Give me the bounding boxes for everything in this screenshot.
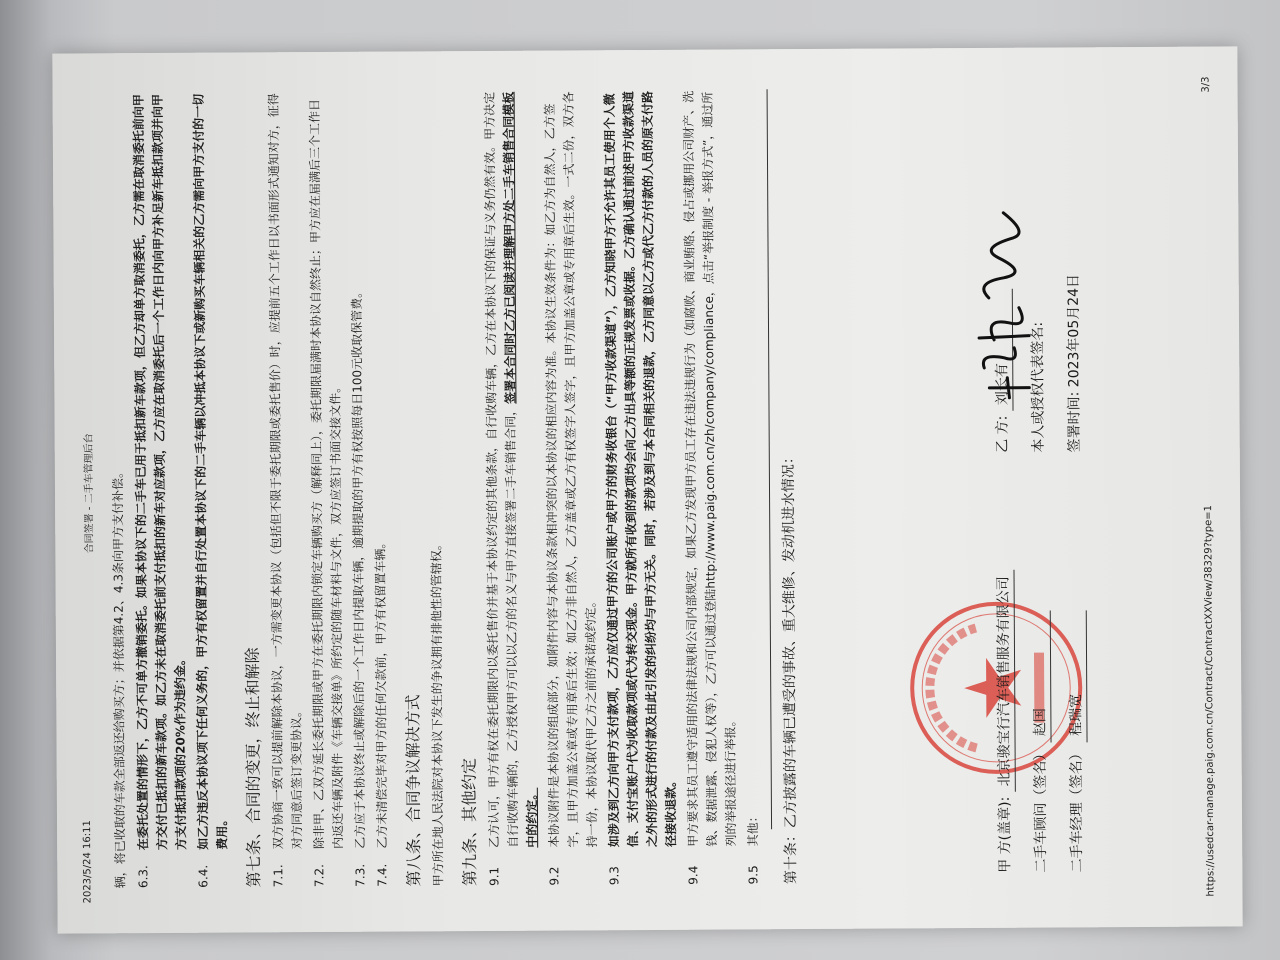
party-a-label: 甲 方(盖章): bbox=[996, 796, 1014, 873]
clause-9-4 bbox=[680, 89, 742, 884]
clause-number: 7.1. bbox=[271, 864, 286, 888]
clause-9-1 bbox=[481, 91, 543, 886]
date-row bbox=[1056, 274, 1093, 453]
rep-label: 本人或授权代表签名: bbox=[1029, 321, 1047, 453]
clause-text bbox=[481, 91, 543, 848]
clause-text: 除非甲、乙双方延长委托期限或甲方在委托期限内锁定车辆购买方（解释同上），委托期限届满时本协议自然终止；甲方应在届满后三个工作日内返还车辆及附件《车辆交接单》所约定的随车材料与文件，双方应签订书面交接文件。 bbox=[307, 98, 346, 850]
advisor-name: 赵国 bbox=[1030, 610, 1052, 742]
clause-text: 乙方应于本协议终止或解除后的一个工作日内提取车辆，逾期提取的甲方有权按照每日100元收取保管费。 bbox=[349, 285, 368, 849]
print-footer bbox=[1200, 76, 1217, 897]
rotated-document bbox=[52, 46, 1242, 933]
clause-text: 双方协商一致可以提前解除本协议，一方需变更本协议（包括但不限于委托期限或委托售价）时，应提前五个工作日以书面形式通知对方，征得对方同意后签订变更协议。 bbox=[266, 93, 305, 850]
advisor-label: 二手车顾问（签名） bbox=[1032, 746, 1050, 873]
clause-number: 9.4 bbox=[686, 865, 701, 885]
clause-9-5 bbox=[740, 89, 764, 884]
continuation-text: 辆，将已收取的车款全部返还给购买方；并依据第4.2、4.3条向甲方支付补偿。 bbox=[110, 466, 128, 889]
manager-name: 程瑞宽 bbox=[1066, 610, 1088, 742]
clause-text: 甲方要求其员工遵守适用的法律法规和公司内部规定，如果乙方发现甲方员工存在违法违规行为（如腐败、商业贿赂、侵占或挪用公司财产、洗钱、数据泄露、侵犯人权等），乙方可以通过登陆http://www.paig.com.cn/zh/company/compliance，点击“举报制度 - 举报方式”，通过所列的举报途径进行举报。 bbox=[681, 90, 739, 847]
clause-number: 7.4. bbox=[375, 863, 390, 887]
contract-page bbox=[52, 46, 1242, 933]
clause-text: 本协议附件是本协议的组成部分，如附件内容与本协议条款相冲突的以本协议的相应内容为准。本协议生效条件为：如乙方为自然人，乙方签字，且甲方加盖公章或专用章后生效；如乙方非自然人，乙方盖章或乙方有权签字人签字，且甲方加盖公章或专用章后生效。一式二份，双方各持一份，本协议取代甲乙方之前的承诺或约定。 bbox=[542, 91, 600, 848]
party-a-row bbox=[985, 570, 1023, 873]
clause-number: 6.3. bbox=[136, 865, 151, 889]
clause-text: 如乙方违反本协议项下任何义务的，甲方有权留置并自行处置本协议下的二手车辆以冲抵本协议下或新购买车辆相关的乙方需向甲方支付的一切费用。 bbox=[191, 93, 230, 850]
clause-7-1 bbox=[265, 92, 308, 887]
clause-7-3 bbox=[347, 92, 371, 887]
advisor-row bbox=[1021, 570, 1059, 873]
divider-line bbox=[767, 89, 773, 829]
print-url: https://usedcar-manage.paig.com.cn/Contract/ContractXXView/38329?type=1 bbox=[1203, 504, 1217, 897]
clause-9-2 bbox=[541, 90, 603, 885]
clause-7-4 bbox=[369, 92, 393, 887]
page-number: 3/3 bbox=[1200, 76, 1212, 93]
party-b-label: 乙 方: bbox=[994, 415, 1011, 453]
party-b-name: 刘长有 bbox=[992, 289, 1014, 411]
clause-text: 其他： bbox=[745, 810, 761, 847]
clause-number: 9.5 bbox=[746, 865, 761, 885]
article-9-title: 第九条、其他约定 bbox=[459, 758, 480, 887]
clause-6-4 bbox=[190, 93, 233, 888]
article-8-title: 第八条、合同争议解决方式 bbox=[403, 694, 424, 887]
print-title: 合同签署 - 二手车管理后台 bbox=[83, 433, 96, 554]
article-10: 第十条：乙方披露的车辆已遭受的事故、重大维修、发动机进水情况： bbox=[780, 450, 800, 885]
manager-row bbox=[1057, 570, 1095, 873]
clause-text: 在委托处置的情形下，乙方不可单方撤销委托。如果本协议下的二手车已用于抵扣新车款项，但乙方却单方取消委托，乙方需在取消委托前向甲方交付已抵扣的新车款项。如乙方未在取消委托前支付抵扣的新车对应款项，乙方应在取消委托后一个工作日内向甲方补足新车抵扣款项并向甲方支付抵扣款项的20%作为违约金。 bbox=[131, 93, 189, 851]
manager-label: 二手车经理（签名） bbox=[1068, 746, 1086, 873]
date-label: 签署时间: bbox=[1066, 391, 1083, 453]
clause-text: 乙方未清偿完毕对甲方的任何欠款前，甲方有权留置车辆。 bbox=[373, 536, 390, 849]
party-a-name: 北京骏宝行汽车销售服务有限公司 bbox=[993, 570, 1015, 792]
clause-number: 6.4. bbox=[196, 864, 211, 888]
handwritten-signature-icon bbox=[958, 188, 1039, 408]
clause-6-3 bbox=[130, 93, 192, 888]
article-8-text: 甲方所在地人民法院对本协议下发生的争议拥有排他性的管辖权。 bbox=[429, 538, 446, 887]
print-timestamp: 2023/5/24 16:11 bbox=[82, 820, 94, 904]
clause-9-1-emphasis: 签署本合同时乙方已阅读并理解甲方处二手车销售合同模板中的约定。 bbox=[501, 91, 540, 848]
contract-body bbox=[103, 89, 816, 888]
clause-7-2 bbox=[306, 92, 349, 887]
clause-9-1-text: 乙方认可，甲方有权在委托期限内以委托售价并基于本协议约定的其他条款，自行收购车辆，乙方在本协议下的保证与义务仍然有效。甲方决定自行收购车辆的，乙方授权甲方可以以乙方的名义与甲方直接签署二手车销售合同， bbox=[482, 91, 521, 848]
clause-9-3 bbox=[601, 90, 682, 885]
clause-text: 如涉及到乙方向甲方支付款项，乙方应仅通过甲方的公司账户或甲方的财务收银台（“甲方收款渠道”），乙方知晓甲方不允许其员工使用个人微信、支付宝账户代为收取款项或代为转交现金。甲方就所有收到的款项均会向乙方出具等额的正规发票或收据。乙方确认通过前述甲方收款渠道之外的形式进行的付款及由此引发的纠纷均与甲方无关。同时，若涉及到与本合同相关的退款，乙方同意以乙方或代乙方付款的人员的原支付路径接收退款。 bbox=[602, 90, 679, 848]
clause-number: 7.3. bbox=[353, 863, 368, 887]
article-7-title: 第七条、合同的变更，终止和解除 bbox=[242, 647, 264, 888]
date-value: 2023年05月24日 bbox=[1065, 273, 1083, 388]
clause-number: 9.3 bbox=[607, 866, 622, 886]
clause-number: 7.2. bbox=[312, 864, 327, 888]
party-a-column bbox=[985, 570, 1095, 873]
print-header bbox=[78, 83, 96, 904]
clause-number: 9.1 bbox=[487, 866, 502, 886]
clause-number: 9.2 bbox=[547, 866, 562, 886]
